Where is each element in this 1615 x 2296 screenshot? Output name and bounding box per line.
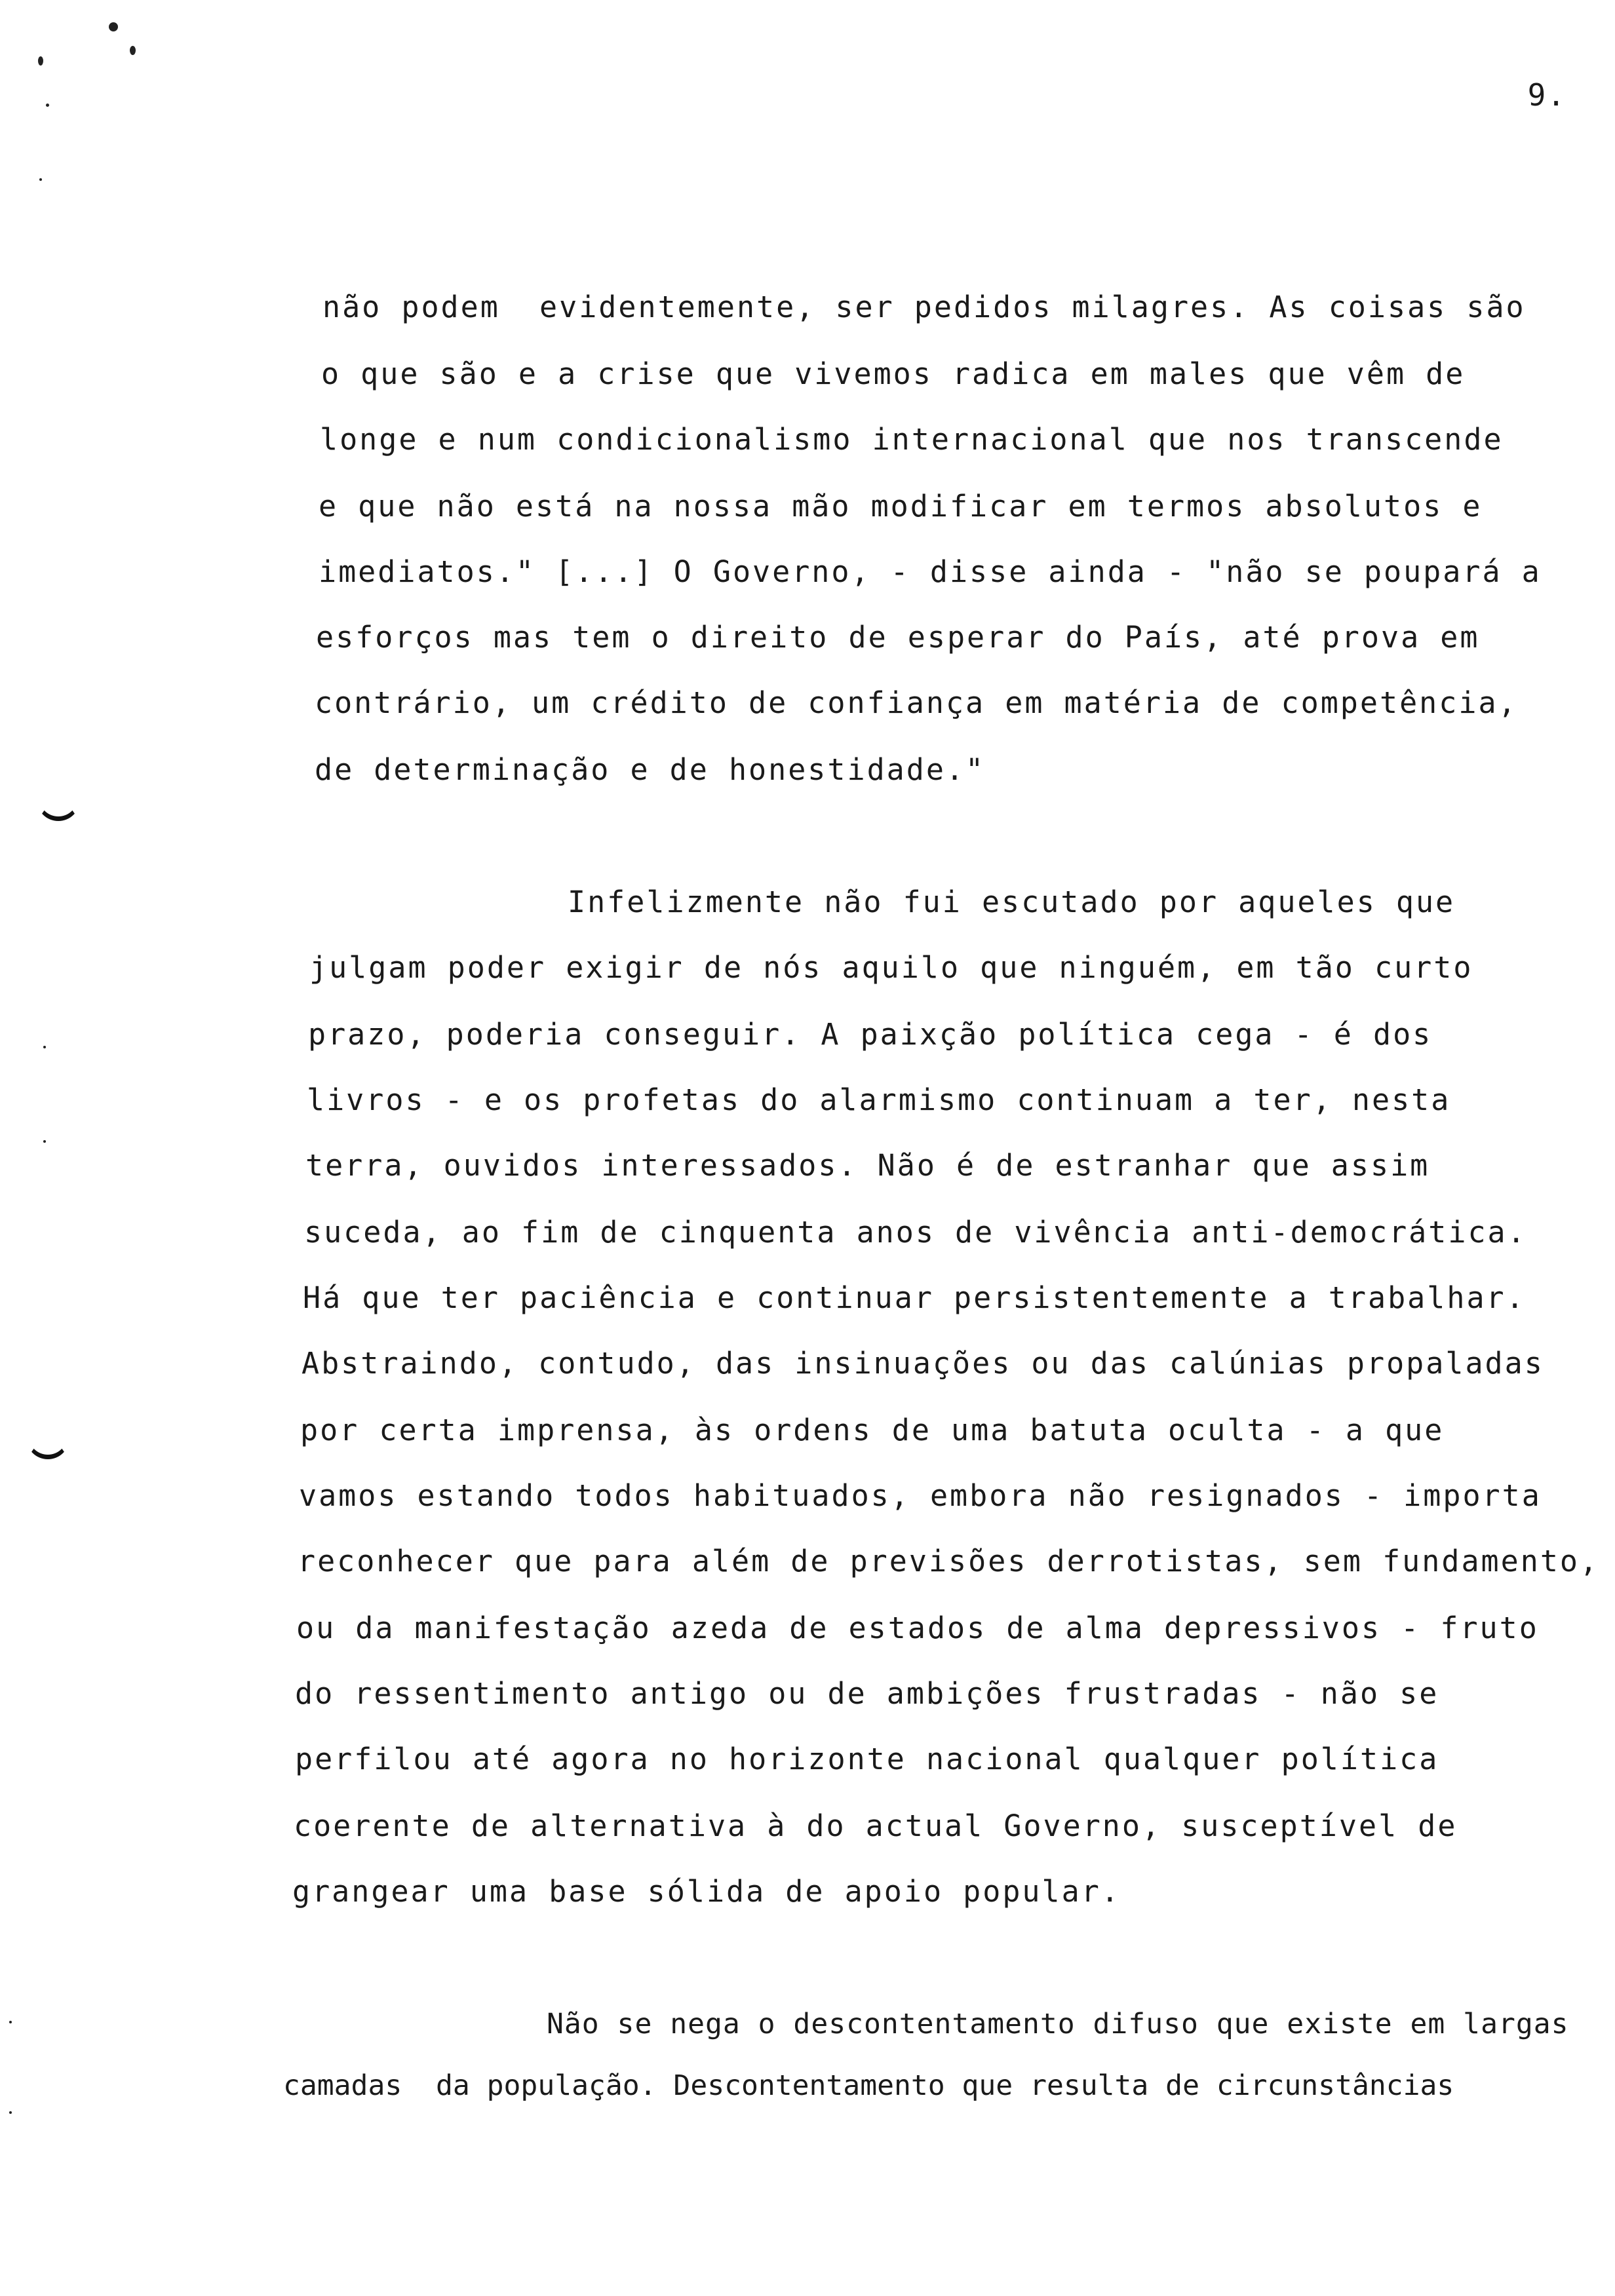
text-line: livros - e os profetas do alarmismo continuam a ter, nesta: [307, 1082, 1451, 1117]
punch-hole-mark: [26, 1435, 69, 1459]
margin-speck: [130, 46, 136, 55]
text-line: reconhecer que para além de previsões derrotistas, sem fundamento,: [298, 1544, 1600, 1578]
text-line: contrário, um crédito de confiança em matéria de competência,: [315, 685, 1518, 720]
text-line: esforços mas tem o direito de esperar do País, até prova em: [316, 620, 1480, 655]
text-line: Infelizmente não fui escutado por aqueles que: [568, 885, 1456, 919]
margin-speck: [43, 1046, 46, 1048]
text-line: longe e num condicionalismo internacional que nos transcende: [320, 422, 1504, 457]
margin-speck: [39, 178, 42, 181]
text-line: camadas da população. Descontentamento que resulta de circunstâncias: [283, 2069, 1454, 2102]
text-line: de determinação e de honestidade.": [315, 752, 986, 787]
text-line: terra, ouvidos interessados. Não é de estranhar que assim: [305, 1148, 1430, 1183]
text-line: grangear uma base sólida de apoio popular.: [292, 1874, 1121, 1909]
text-line: por certa imprensa, às ordens de uma batuta oculta - a que: [300, 1413, 1445, 1447]
text-line: prazo, poderia conseguir. A paixção política cega - é dos: [308, 1017, 1433, 1052]
text-line: ou da manifestação azeda de estados de alma depressivos - fruto: [296, 1611, 1539, 1645]
text-line: e que não está na nossa mão modificar em termos absolutos e: [319, 489, 1483, 524]
text-line: o que são e a crise que vivemos radica em males que vêm de: [321, 356, 1466, 391]
text-line: suceda, ao fim de cinquenta anos de vivência anti-democrática.: [304, 1215, 1527, 1250]
margin-speck: [46, 104, 49, 107]
text-line: imediatos." [...] O Governo, - disse ainda - "não se poupará a: [319, 554, 1542, 589]
text-line: Há que ter paciência e continuar persistentemente a trabalhar.: [303, 1280, 1526, 1315]
margin-speck: [9, 2021, 12, 2023]
text-line: Não se nega o descontentamento difuso que existe em largas: [547, 2008, 1569, 2040]
text-line: não podem evidentemente, ser pedidos milagres. As coisas são: [322, 290, 1526, 324]
text-line: Abstraindo, contudo, das insinuações ou das calúnias propaladas: [302, 1346, 1544, 1381]
margin-speck: [38, 56, 43, 66]
margin-speck: [43, 1140, 46, 1143]
text-line: coerente de alternativa à do actual Governo, susceptível de: [294, 1808, 1458, 1843]
text-line: julgam poder exigir de nós aquilo que ninguém, em tão curto: [309, 950, 1473, 985]
text-line: vamos estando todos habituados, embora não resignados - importa: [299, 1478, 1542, 1513]
margin-speck: [9, 2111, 12, 2114]
punch-hole-mark: [37, 797, 80, 821]
page-number: 9.: [1527, 77, 1566, 113]
text-line: do ressentimento antigo ou de ambições frustradas - não se: [295, 1676, 1439, 1711]
margin-speck: [109, 22, 118, 31]
text-line: perfilou até agora no horizonte nacional qualquer política: [295, 1742, 1439, 1776]
